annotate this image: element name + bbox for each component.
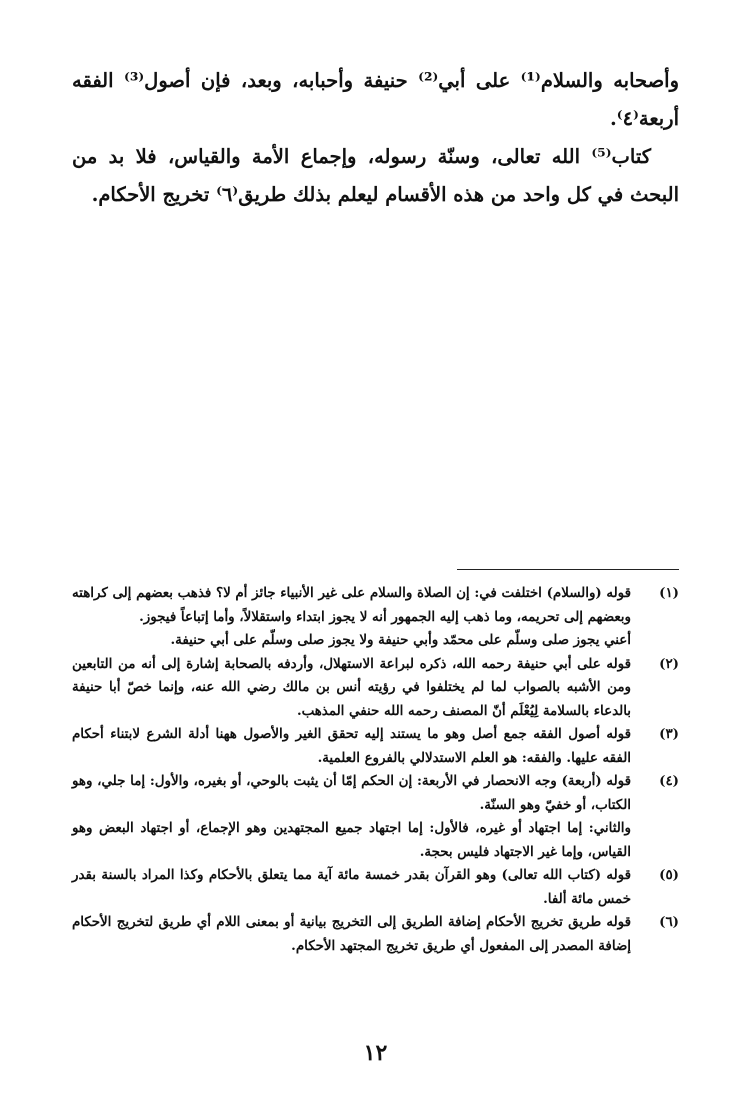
footnote-number: (٦): [659, 914, 679, 930]
main-paragraph-1: وأصحابه والسلام⁽¹⁾ على أبي⁽²⁾ حنيفة وأحبابه، وبعد، فإن أصول⁽³⁾ الفقه أربعة⁽٤⁾.: [72, 69, 680, 130]
footnote-text: [72, 770, 631, 864]
page-number: ١٢: [363, 1040, 388, 1066]
footnote-text: [72, 653, 631, 724]
footnote-line: قوله على أبي حنيفة رحمه الله، ذكره لبراعة الاستهلال، وأردفه بالصحابة إشارة إلى أنه من التابعين ومن الأشبه بالصواب لما لم يختلفوا في رؤيته أنس بن مالك رضي الله عنه، وإنما خصّ أبا حنيفة بالدعاء بالسلامة لِيُعْلَم أنّ المصنف رحمه الله حنفي المذهب.: [72, 655, 631, 719]
footnote-line: قوله أصول الفقه جمع أصل وهو ما يستند إليه تحقق الغير والأصول ههنا أدلة الشرع لابتناء أحكام الفقه عليها. والفقه: هو العلم الاستدلالي بالفروع العلمية.: [72, 726, 631, 766]
footnote-line: والثاني: إما اجتهاد أو غيره، فالأول: إما اجتهاد جميع المجتهدين وهو الإجماع، أو اجتهاد البعض وهو القياس، وإما غير الاجتهاد فليس بحجة.: [72, 820, 631, 860]
footnote: [72, 582, 679, 653]
footnote-number: (٢): [659, 655, 679, 672]
footnote-text: [72, 864, 631, 911]
footnote-line: قوله (والسلام) اختلفت في: إن الصلاة والسلام على غير الأنبياء جائز أم لا؟ فذهب بعضهم إلى كراهته وبعضهم إلى تحريمه، وما ذهب إليه الجمهور أنه لا يجوز ابتداء واستقلالاً، وأما إتباعاً فيجوز.: [72, 585, 631, 625]
footnote-line: قوله طريق تخريج الأحكام إضافة الطريق إلى التخريج بيانية أو بمعنى اللام أي طريق لتخريج الأحكام إضافة المصدر إلى المفعول أي طريق تخريج المجتهد الأحكام.: [72, 914, 631, 954]
footnote: [72, 723, 679, 770]
footnote-separator: [457, 569, 679, 570]
footnote-line: أعني يجوز صلى وسلّم على محمّد وأبي حنيفة ولا يجوز صلى وسلّم على أبي حنيفة.: [170, 632, 631, 648]
footnote-number: (٤): [659, 773, 679, 789]
footnote-text: [72, 911, 631, 958]
footnote: [72, 653, 679, 724]
footnote-number: (٣): [659, 726, 679, 742]
footnote: [72, 864, 679, 911]
footnote: [72, 770, 679, 864]
main-text: [72, 62, 679, 214]
footnote-text: [72, 582, 631, 653]
footnote-line: قوله (كتاب الله تعالى) وهو القرآن بقدر خمسة مائة آية مما يتعلق بالأحكام وكذا المراد بالسنة بقدر خمس مائة ألفا.: [72, 867, 631, 907]
footnote-number: (١): [659, 585, 679, 601]
footnote-number: (٥): [659, 867, 679, 883]
footnote-line: قوله (أربعة) وجه الانحصار في الأربعة: إن الحكم إمّا أن يثبت بالوحي، أو بغيره، والأول: إما جلي، وهو الكتاب، أو خفيّ وهو السنّة.: [72, 773, 631, 813]
footnote: [72, 911, 679, 958]
main-paragraph-2: كتاب⁽⁵⁾ الله تعالى، وسنّة رسوله، وإجماع الأمة والقياس، فلا بد من البحث في كل واحد من هذه الأقسام ليعلم بذلك طريق⁽٦⁾ تخريج الأحكام.: [72, 145, 679, 206]
footnote-text: [72, 723, 631, 770]
footnotes: [72, 582, 679, 958]
